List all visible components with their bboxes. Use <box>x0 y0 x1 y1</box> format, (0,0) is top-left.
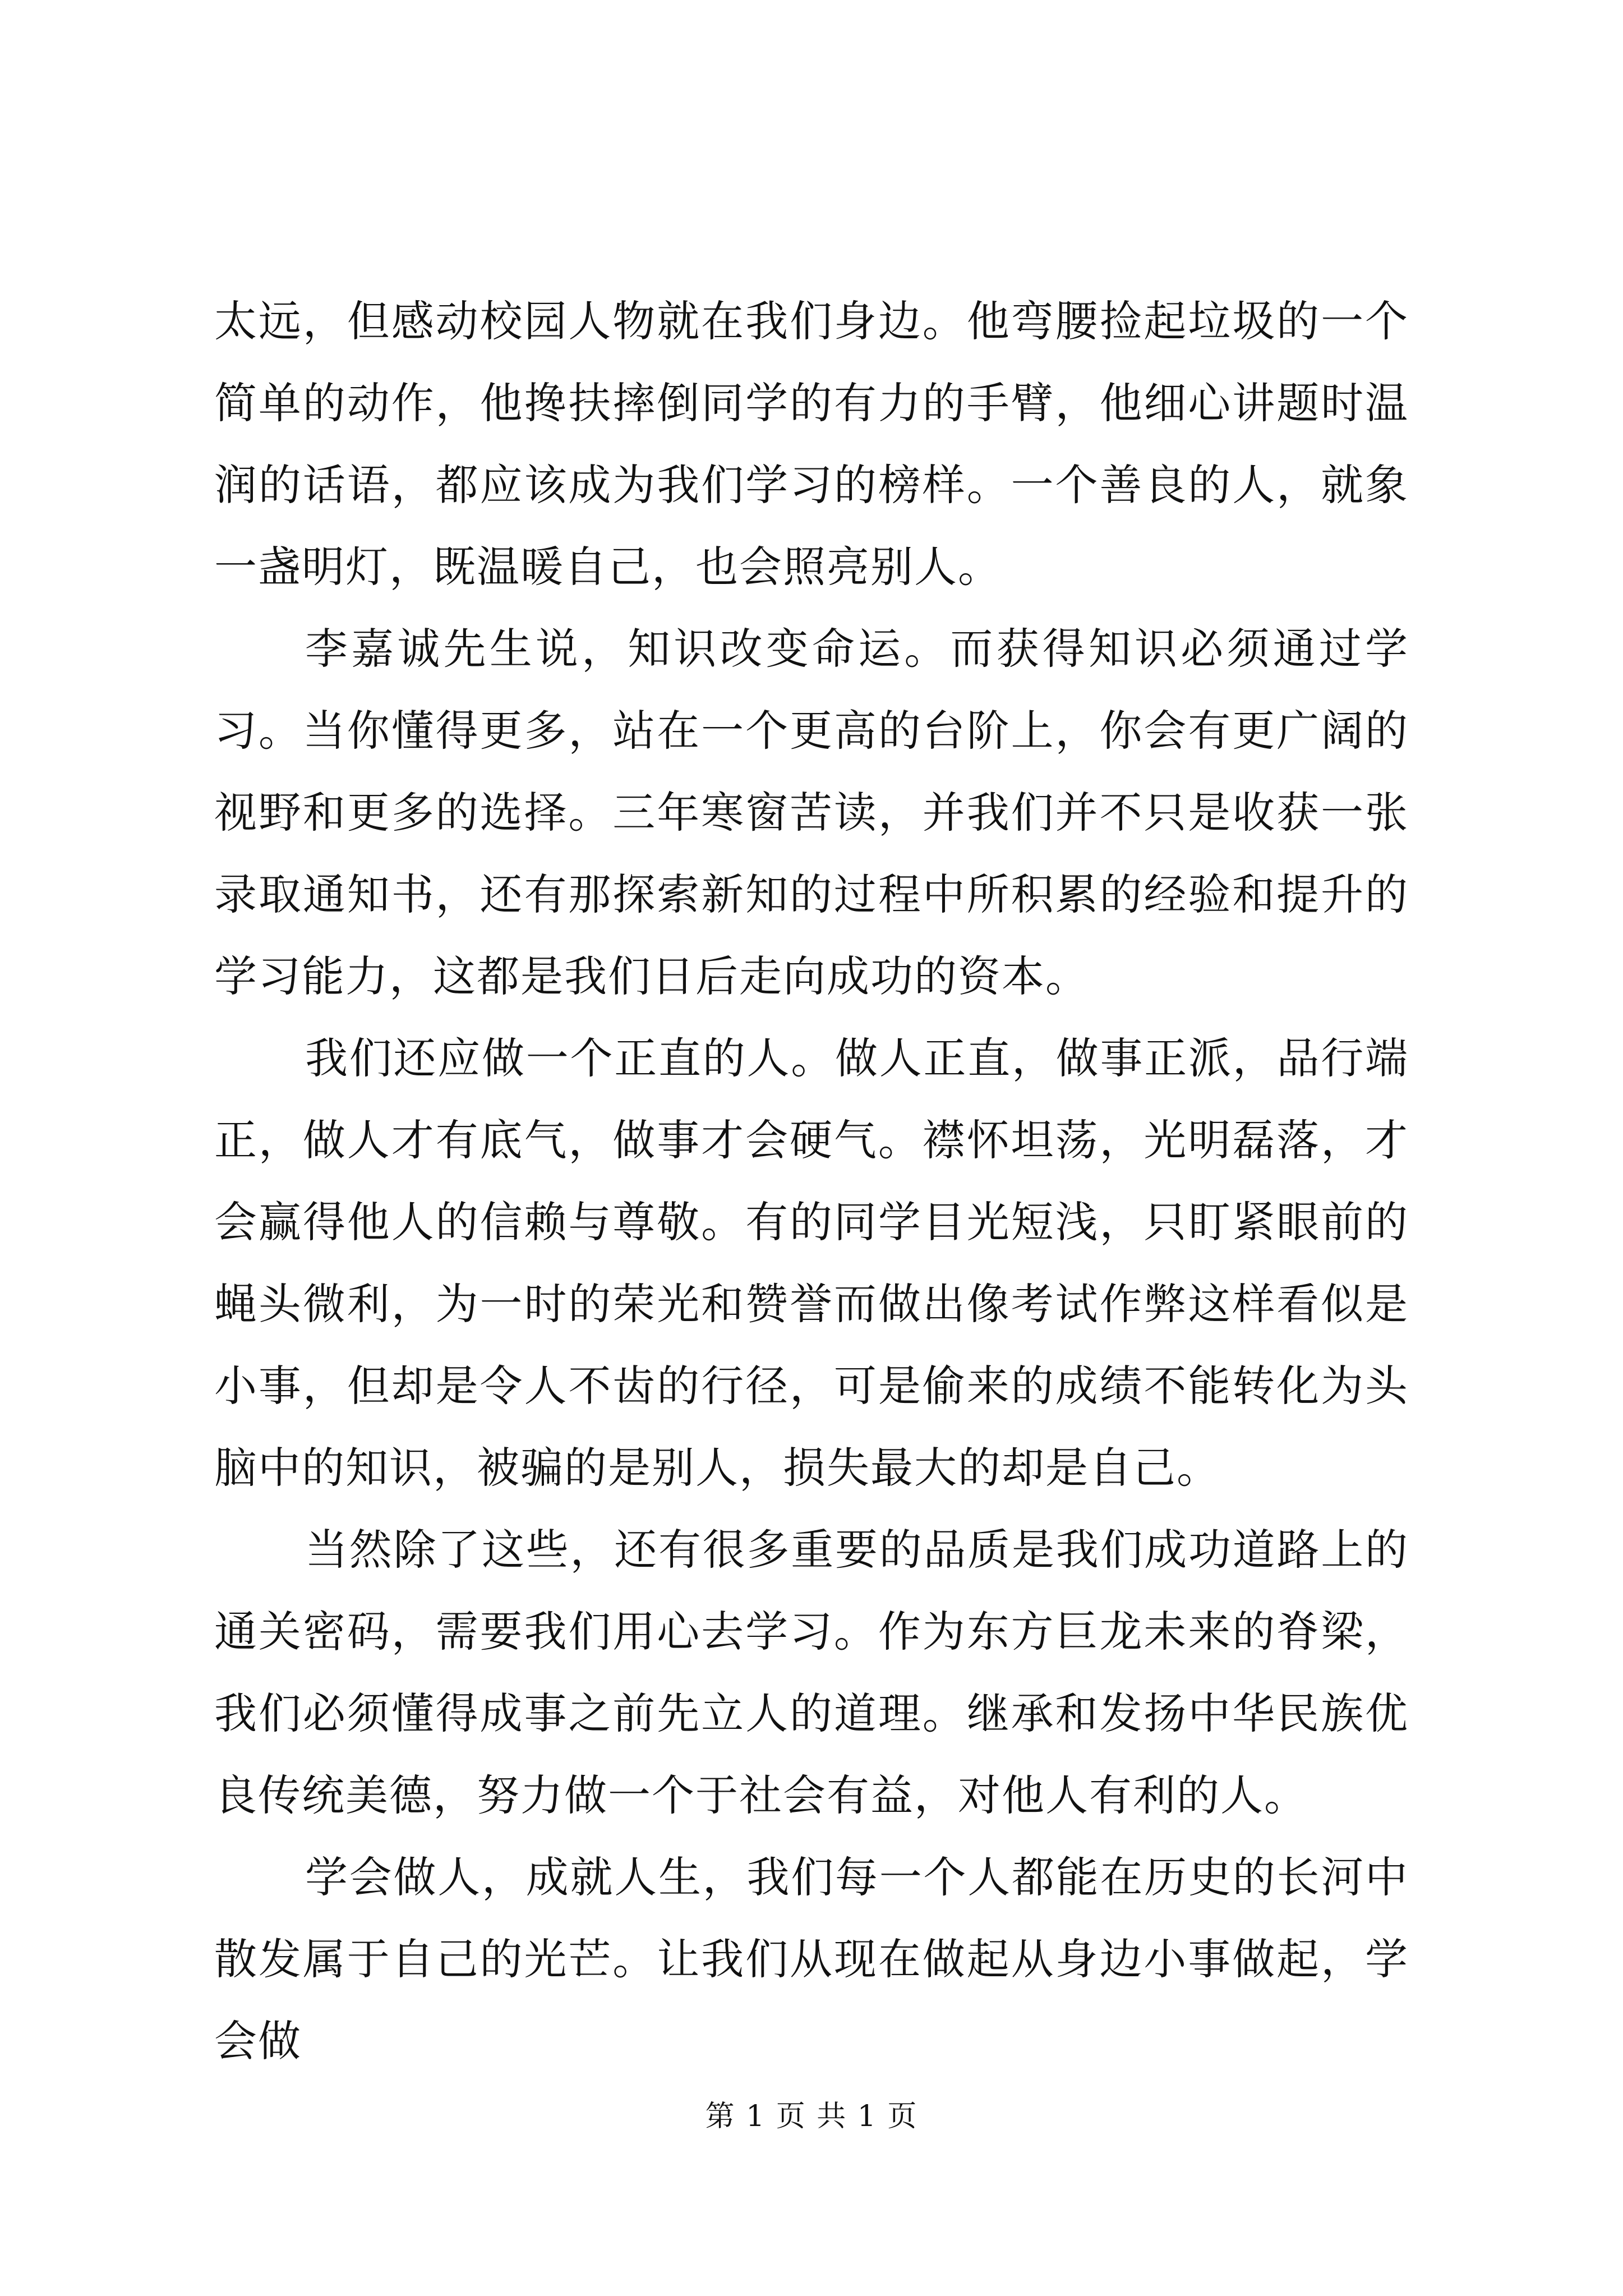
paragraph-2: 李嘉诚先生说，知识改变命运。而获得知识必须通过学习。当你懂得更多，站在一个更高的台阶上，你会有更广阔的视野和更多的选择。三年寒窗苦读，并我们并不只是收获一张录取通知书，还有那探索新知的过程中所积累的经验和提升的学习能力，这都是我们日后走向成功的资本。 <box>214 624 1409 1001</box>
paragraph-5: 学会做人，成就人生，我们每一个人都能在历史的长河中散发属于自己的光芒。让我们从现在做起从身边小事做起，学会做 <box>214 1852 1409 2066</box>
paragraph-3: 我们还应做一个正直的人。做人正直，做事正派，品行端正，做人才有底气，做事才会硬气。襟怀坦荡，光明磊落，才会赢得他人的信赖与尊敬。有的同学目光短浅，只盯紧眼前的蝇头微利，为一时的荣光和赞誉而做出像考试作弊这样看似是小事，但却是令人不齿的行径，可是偷来的成绩不能转化为头脑中的知识，被骗的是别人，损失最大的却是自己。 <box>214 1033 1409 1493</box>
document-body <box>214 280 1409 2082</box>
paragraph-1: 太远，但感动校园人物就在我们身边。他弯腰捡起垃圾的一个简单的动作，他搀扶摔倒同学的有力的手臂，他细心讲题时温润的话语，都应该成为我们学习的榜样。一个善良的人，就象一盏明灯，既温暖自己，也会照亮别人。 <box>214 296 1409 592</box>
paragraph-4: 当然除了这些，还有很多重要的品质是我们成功道路上的通关密码，需要我们用心去学习。作为东方巨龙未来的脊梁，我们必须懂得成事之前先立人的道理。继承和发扬中华民族优良传统美德，努力做一个于社会有益，对他人有利的人。 <box>214 1525 1409 1820</box>
page-number-footer: 第 1 页 共 1 页 <box>705 2100 918 2133</box>
